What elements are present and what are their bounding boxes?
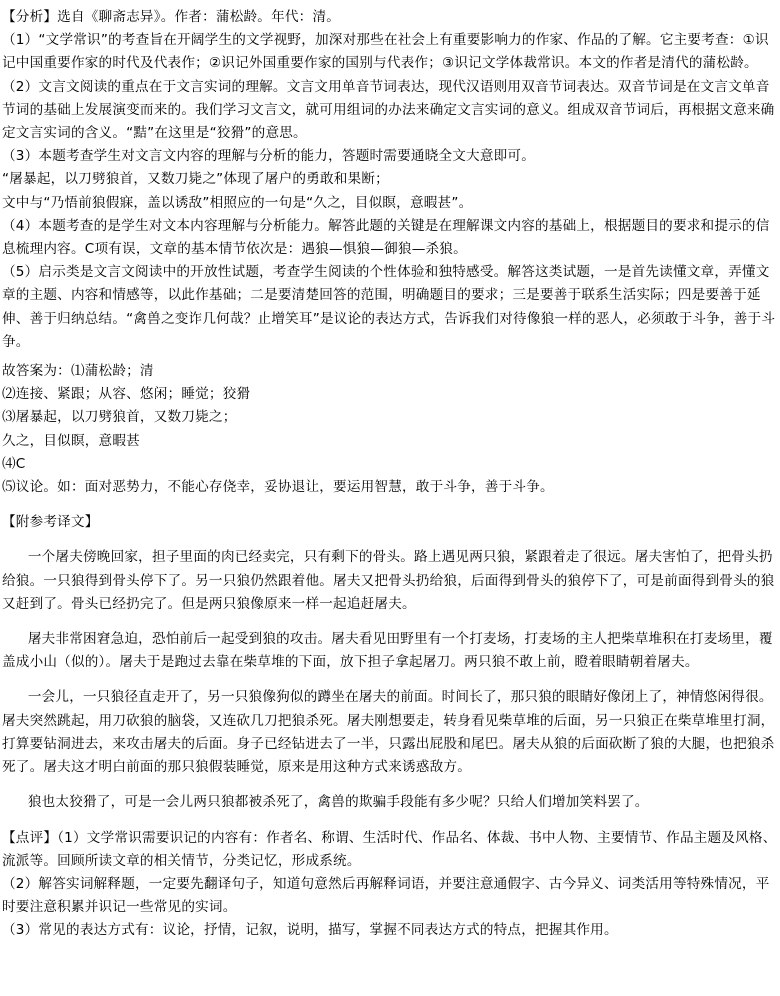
answer-line: ⑶屠暴起，以刀劈狼首，又数刀毙之； <box>2 409 237 426</box>
translation-section <box>2 511 778 814</box>
translation-paragraph: 一会儿，一只狼径直走开了，另一只狼像狗似的蹲坐在屠夫的前面。时间长了，那只狼的眼睛好像闭上了，神情悠闲得很。屠夫突然跳起，用刀砍狼的脑袋，又连砍几刀把狼杀死。屠夫刚想要走，转身看见柴草堆的后面，另一只狼正在柴草堆里打洞，打算要钻洞进去，来攻击屠夫的后面。身子已经钻进去了一半，只露出屁股和尾巴。屠夫从狼的后面砍断了狼的大腿，也把狼杀死了。屠夫这才明白前面的那只狼假装睡觉，原来是用这种方式来诱惑敌方。 <box>2 689 775 776</box>
comment-line2: （2）解答实词解释题，一定要先翻译句子，知道句意然后再解释词语，并要注意通假字、古今异义、词类活用等特殊情况，平时要注意积累并识记一些常见的实词。 <box>2 875 770 916</box>
answer-line: ⑸议论。如：面对恶势力，不能心存侥幸，妥协退让，要运用智慧，敢于斗争，善于斗争。 <box>2 479 554 496</box>
analysis-q3-line2: “屠暴起，以刀劈狼首，又数刀毙之”体现了屠户的勇敢和果断； <box>2 171 389 188</box>
analysis-q3-line3: 文中与“乃悟前狼假寐，盖以诱敌”相照应的一句是“久之，目似瞑，意暇甚”。 <box>2 194 473 211</box>
analysis-q4: （4）本题考查的是学生对文本内容理解与分析能力。解答此题的关键是在理解课文内容的基础上，根据题目的要求和提示的信息梳理内容。C项有误，文章的基本情节依次是：遇狼—惧狼—御狼—杀狼。 <box>2 217 770 258</box>
analysis-section <box>2 6 778 499</box>
comment-line1: 【点评】（1）文学常识需要识记的内容有：作者名、称谓、生活时代、作品名、体裁、书中人物、主要情节、作品主题及风格、流派等。回顾所读文章的相关情节，分类记忆，形成系统。 <box>2 829 777 869</box>
analysis-q5: （5）启示类是文言文阅读中的开放性试题，考查学生阅读的个性体验和独特感受。解答这类试题，一是首先读懂文章，弄懂文章的主题、内容和情感等，以此作基础；二是要清楚回答的范围，明确题目的要求；三是要善于联系生活实际；四是要善于延伸、善于归纳总结。“禽兽之变诈几何哉？止增笑耳”是议论的表达方式，告诉我们对待像狼一样的恶人，必须敢于斗争，善于斗争。 <box>2 264 776 350</box>
analysis-q2: （2）文言文阅读的重点在于文言实词的理解。文言文用单音节词表达，现代汉语则用双音节词表达。双音节词是在文言文单音节词的基础上发展演变而来的。我们学习文言文，就可用组词的办法来确定文言实词的意义。组成双音节词后，再根据文意来确定文言实词的含义。“黠”在这里是“狡猾”的意思。 <box>2 78 775 142</box>
answer-line: ⑷C <box>2 455 26 472</box>
comment-line3: （3）常见的表达方式有：议论，抒情，记叙，说明，描写，掌握不同表达方式的特点，把握其作用。 <box>2 922 618 939</box>
analysis-q3: （3）本题考查学生对文言文内容的理解与分析的能力，答题时需要通晓全文大意即可。 <box>2 148 536 165</box>
answer-line: 故答案为：⑴蒲松龄；清 <box>2 363 154 380</box>
analysis-q1: （1）“文学常识”的考查旨在开阔学生的文学视野，加深对那些在社会上有重要影响力的作家、作品的了解。它主要考查：①识记中国重要作家的时代及代表作；②识记外国重要作家的国别与代表作；③识记文学体裁常识。本文的作者是清代的蒲松龄。 <box>2 32 769 72</box>
answer-line: ⑵连接、紧跟；从容、悠闲；睡觉；狡猾 <box>2 386 251 403</box>
translation-paragraph: 屠夫非常困窘急迫，恐怕前后一起受到狼的攻击。屠夫看见田野里有一个打麦场，打麦场的主人把柴草堆积在打麦场里，覆盖成小山（似的）。屠夫于是跑过去靠在柴草堆的下面，放下担子拿起屠刀。两只狼不敢上前，瞪着眼睛朝着屠夫。 <box>2 631 773 671</box>
translation-paragraph: 一个屠夫傍晚回家，担子里面的肉已经卖完，只有剩下的骨头。路上遇见两只狼，紧跟着走了很远。屠夫害怕了，把骨头扔给狼。一只狼得到骨头停下了。另一只狼仍然跟着他。屠夫又把骨头扔给狼，后面得到骨头的狼停下了，可是前面得到骨头的狼又赶到了。骨头已经扔完了。但是两只狼像原来一样一起追赶屠夫。 <box>2 549 775 612</box>
comment-section <box>2 827 778 943</box>
answer-line: 久之，目似瞑，意暇甚 <box>2 432 140 449</box>
translation-paragraph: 狼也太狡猾了，可是一会儿两只狼都被杀死了，禽兽的欺骗手段能有多少呢？只给人们增加笑料罢了。 <box>27 794 649 811</box>
analysis-title: 【分析】选自《聊斋志异》。作者：蒲松龄。年代：清。 <box>2 9 341 25</box>
translation-title: 【附参考译文】 <box>2 514 99 531</box>
